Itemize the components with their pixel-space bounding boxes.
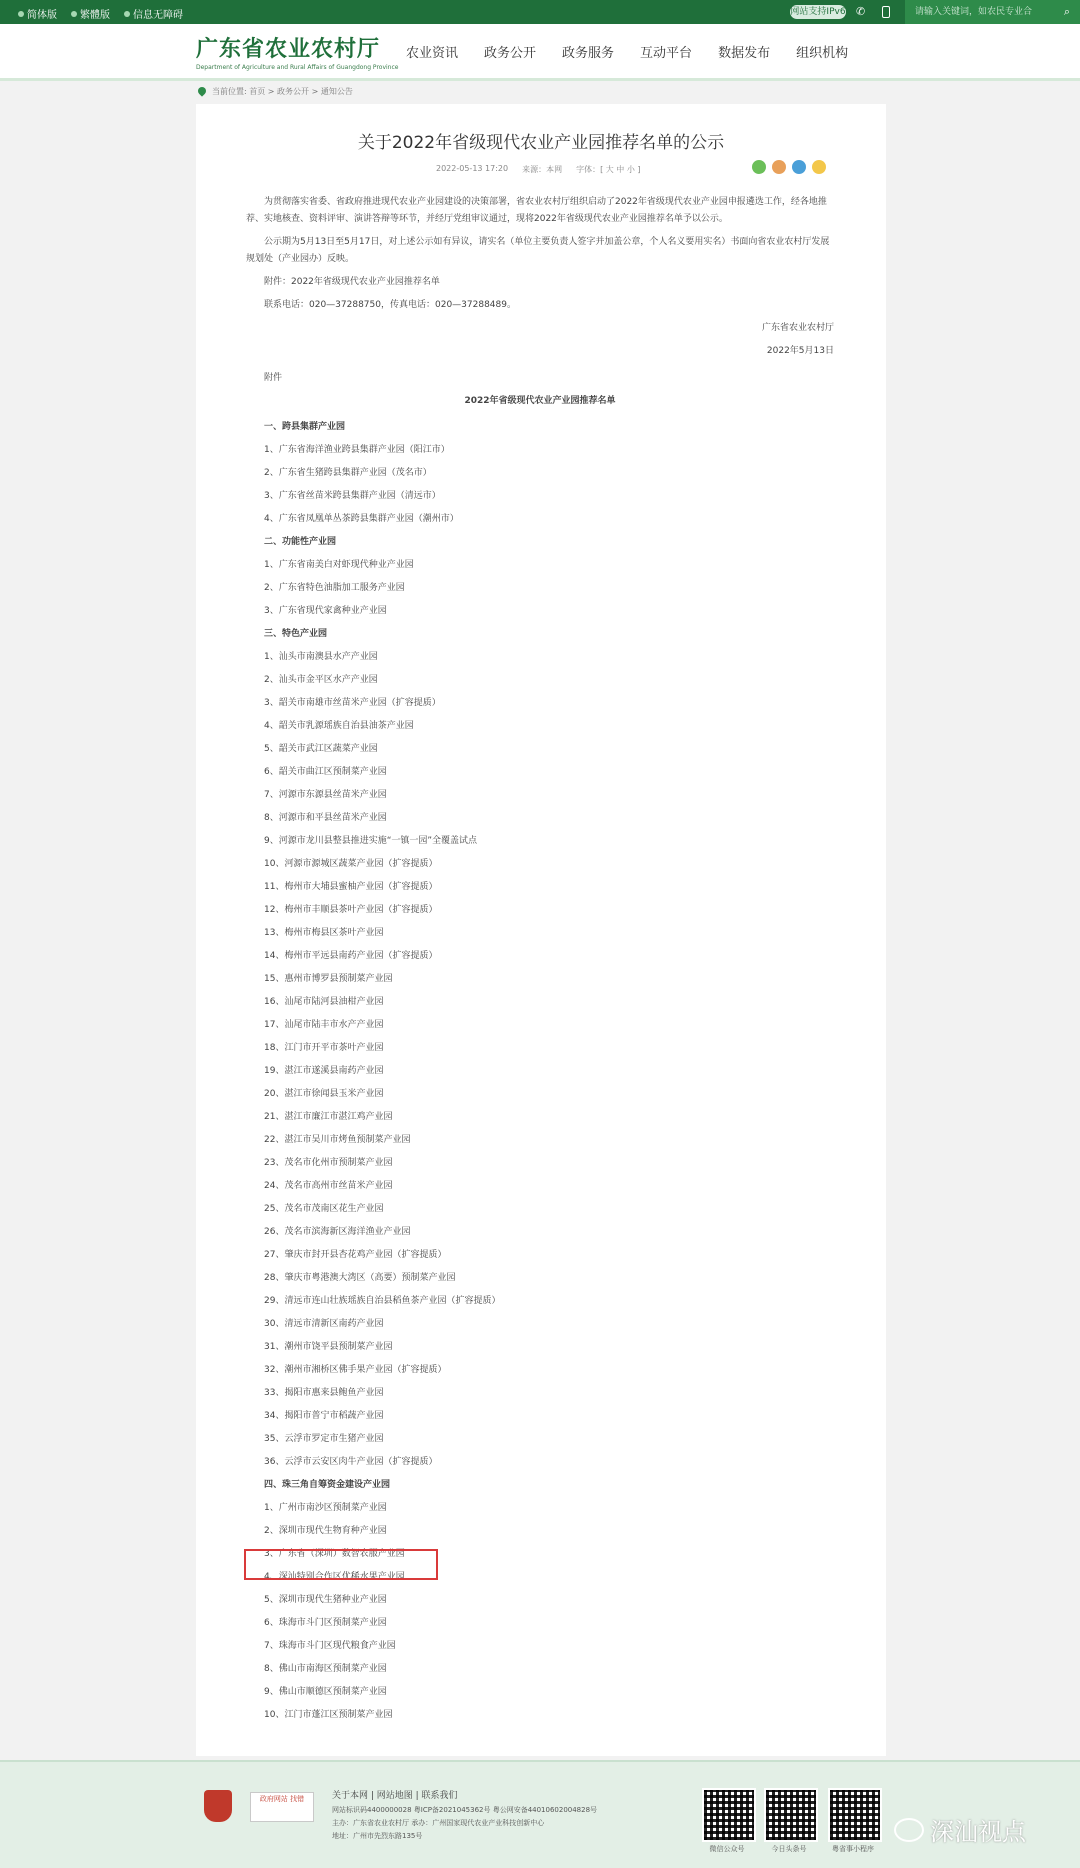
watermark: 深汕视点 [894, 1812, 1026, 1847]
article-meta [436, 164, 641, 175]
nav-item[interactable]: 数据发布 [718, 46, 771, 61]
list-item: 3、广东省丝苗米跨县集群产业园（清远市） [264, 491, 441, 501]
gov-site-error-badge[interactable]: 政府网站 找错 [250, 1792, 314, 1822]
list-item: 32、潮州市湘桥区佛手果产业园（扩容提质） [264, 1365, 447, 1375]
highlight-box [244, 1549, 438, 1580]
list-item: 17、汕尾市陆丰市水产产业园 [264, 1020, 384, 1030]
article-source: 来源：本网 [522, 165, 563, 174]
article-date: 2022-05-13 17:20 [436, 164, 509, 173]
list-item: 3、广东省现代家禽种业产业园 [264, 606, 387, 616]
accessibility-link[interactable]: 信息无障碍 [124, 6, 183, 21]
list-item: 28、肇庆市粤港澳大湾区（高要）预制菜产业园 [264, 1273, 456, 1283]
list-item: 1、广东省海洋渔业跨县集群产业园（阳江市） [264, 445, 450, 455]
list-item: 29、清远市连山壮族瑶族自治县稻鱼茶产业园（扩容提质） [264, 1296, 501, 1306]
wechat-icon[interactable]: ✆ [856, 5, 866, 18]
list-item: 2、深圳市现代生物育种产业园 [264, 1526, 387, 1536]
list-item: 34、揭阳市普宁市稻蔬产业园 [264, 1411, 384, 1421]
sign-date: 2022年5月13日 [766, 346, 834, 356]
list-item: 4、广东省凤凰单丛茶跨县集群产业园（潮州市） [264, 514, 459, 524]
list-item: 33、揭阳市惠来县鲍鱼产业园 [264, 1388, 384, 1398]
share-buttons [752, 160, 826, 174]
dot-icon [71, 11, 77, 17]
search-input[interactable]: 请输入关键词，如农民专业合 ⌕ [905, 0, 1080, 24]
list-title: 2022年省级现代农业产业园推荐名单 [464, 396, 616, 406]
list-item: 11、梅州市大埔县蜜柚产业园（扩容提质） [264, 882, 438, 892]
qr-label: 粤省事小程序 [832, 1845, 874, 1853]
list-item: 2、汕头市金平区水产产业园 [264, 675, 378, 685]
breadcrumb: 当前位置: 首页 > 政务公开 > 通知公告 [198, 86, 353, 97]
list-item: 1、汕头市南澳县水产产业园 [264, 652, 378, 662]
font-size-switch[interactable]: 字体：[ 大 中 小 ] [576, 165, 641, 174]
list-item: 36、云浮市云安区肉牛产业园（扩容提质） [264, 1457, 438, 1467]
nav-item[interactable]: 政务公开 [484, 46, 537, 61]
list-item: 2、广东省特色油脂加工服务产业园 [264, 583, 405, 593]
list-item: 9、佛山市顺德区预制菜产业园 [264, 1687, 387, 1697]
list-item: 13、梅州市梅县区茶叶产业园 [264, 928, 384, 938]
list-item: 26、茂名市滨海新区海洋渔业产业园 [264, 1227, 411, 1237]
section-heading: 四、珠三角自筹资金建设产业园 [264, 1480, 391, 1490]
article-panel [196, 104, 886, 1756]
section-heading: 二、功能性产业园 [264, 537, 337, 547]
annex-label: 附件 [264, 373, 283, 383]
list-item: 15、惠州市博罗县预制菜产业园 [264, 974, 393, 984]
contact-line: 联系电话：020—37288750，传真电话：020—37288489。 [264, 300, 516, 310]
dot-icon [18, 11, 24, 17]
list-item: 10、江门市蓬江区预制菜产业园 [264, 1710, 393, 1720]
paragraph: 公示期为5月13日至5月17日，对上述公示如有异议，请实名（单位主要负责人签字并加盖公章，个人名义要用实名）书面向省农业农村厅发展规划处（产业园办）反映。 [246, 237, 830, 264]
article-body [246, 194, 834, 1727]
list-item: 18、江门市开平市茶叶产业园 [264, 1043, 384, 1053]
list-item: 5、深圳市现代生猪种业产业园 [264, 1595, 387, 1605]
list-item: 6、珠海市斗门区预制菜产业园 [264, 1618, 387, 1628]
paragraph: 为贯彻落实省委、省政府推进现代农业产业园建设的决策部署，省农业农村厅组织启动了2022年省级现代农业产业园申报遴选工作，经各地推荐、实地核查、资料评审、演讲答辩等环节，并经厅党组审议通过，现将2022年省级现代农业产业园推荐名单予以公示。 [246, 197, 827, 224]
lang-traditional-link[interactable]: 繁體版 [71, 6, 110, 21]
site-header [0, 24, 1080, 81]
list-item: 1、广州市南沙区预制菜产业园 [264, 1503, 387, 1513]
signer: 广东省农业农村厅 [761, 323, 834, 333]
list-item: 1、广东省南美白对虾现代种业产业园 [264, 560, 414, 570]
nav-item[interactable]: 农业资讯 [406, 46, 459, 61]
list-item: 5、韶关市武江区蔬菜产业园 [264, 744, 378, 754]
list-item: 4、韶关市乳源瑶族自治县油茶产业园 [264, 721, 414, 731]
mobile-icon[interactable] [882, 6, 890, 18]
list-item: 10、河源市源城区蔬菜产业园（扩容提质） [264, 859, 438, 869]
section-heading: 一、跨县集群产业园 [264, 422, 346, 432]
list-item: 3、韶关市南雄市丝苗米产业园（扩容提质） [264, 698, 441, 708]
list-item: 7、河源市东源县丝苗米产业园 [264, 790, 387, 800]
list-item: 9、河源市龙川县整县推进实施“一镇一园”全覆盖试点 [264, 836, 478, 846]
nav-item[interactable]: 互动平台 [640, 46, 693, 61]
qq-share-icon[interactable] [792, 160, 806, 174]
favorite-icon[interactable] [812, 160, 826, 174]
list-item: 8、佛山市南海区预制菜产业园 [264, 1664, 387, 1674]
wechat-bubble-icon [894, 1818, 924, 1842]
list-item: 20、湛江市徐闻县玉米产业园 [264, 1089, 384, 1099]
list-item: 6、韶关市曲江区预制菜产业园 [264, 767, 387, 777]
section-heading: 三、特色产业园 [264, 629, 328, 639]
nav-item[interactable]: 组织机构 [796, 46, 849, 61]
list-item: 14、梅州市平远县南药产业园（扩容提质） [264, 951, 438, 961]
list-item: 31、潮州市饶平县预制菜产业园 [264, 1342, 393, 1352]
footer-links[interactable]: 关于本网 | 网站地图 | 联系我们 [332, 1791, 458, 1801]
site-logo[interactable]: 广东省农业农村厅 Department of Agriculture and Rural Affairs of Guangdong Province [196, 36, 399, 71]
site-footer [0, 1760, 1080, 1868]
list-item: 27、肇庆市封开县杏花鸡产业园（扩容提质） [264, 1250, 447, 1260]
list-item: 35、云浮市罗定市生猪产业园 [264, 1434, 384, 1444]
main-nav [406, 42, 848, 61]
qr-label: 今日头条号 [771, 1845, 807, 1853]
search-icon[interactable]: ⌕ [1063, 5, 1070, 18]
nav-item[interactable]: 政务服务 [562, 46, 615, 61]
list-item: 25、茂名市茂南区花生产业园 [264, 1204, 384, 1214]
qr-label: 微信公众号 [709, 1845, 745, 1853]
qr-code-icon [702, 1788, 756, 1842]
lang-simplified-link[interactable]: 简体版 [18, 6, 57, 21]
list-item: 12、梅州市丰顺县茶叶产业园（扩容提质） [264, 905, 438, 915]
footer-info: 网站标识码4400000028 粤ICP备2021045362号 粤公网安备44010602004828号 主办：广东省农业农村厅 承办：广州国家现代农业产业科技创新中心 地址：广州市先烈东路135号 [332, 1806, 598, 1840]
list-item: 16、汕尾市陆河县油柑产业园 [264, 997, 384, 1007]
party-emblem-icon [204, 1790, 232, 1822]
list-item: 22、湛江市吴川市烤鱼预制菜产业园 [264, 1135, 411, 1145]
location-pin-icon [198, 87, 206, 97]
qr-code-icon [764, 1788, 818, 1842]
list-item: 30、清远市清新区南药产业园 [264, 1319, 384, 1329]
list-item: 2、广东省生猪跨县集群产业园（茂名市） [264, 468, 432, 478]
list-item: 3、广东省（深圳）数智农服产业园 [264, 1549, 405, 1559]
recommend-list [246, 416, 834, 1727]
article-title: 关于2022年省级现代农业产业园推荐名单的公示 [357, 133, 725, 153]
qr-code-icon [828, 1788, 882, 1842]
list-item: 24、茂名市高州市丝苗米产业园 [264, 1181, 393, 1191]
top-bar [0, 0, 1080, 24]
weibo-share-icon[interactable] [772, 160, 786, 174]
list-item: 7、珠海市斗门区现代粮食产业园 [264, 1641, 396, 1651]
list-item: 23、茂名市化州市预制菜产业园 [264, 1158, 393, 1168]
ipv6-badge: 网站支持IPv6 [790, 7, 846, 17]
attachment-line: 附件：2022年省级现代农业产业园推荐名单 [264, 277, 440, 287]
list-item: 19、湛江市遂溪县南药产业园 [264, 1066, 384, 1076]
list-item: 21、湛江市廉江市湛江鸡产业园 [264, 1112, 393, 1122]
dot-icon [124, 11, 130, 17]
wechat-share-icon[interactable] [752, 160, 766, 174]
list-item: 8、河源市和平县丝苗米产业园 [264, 813, 387, 823]
list-item: 4、深汕特别合作区优稀水果产业园 [264, 1572, 405, 1582]
